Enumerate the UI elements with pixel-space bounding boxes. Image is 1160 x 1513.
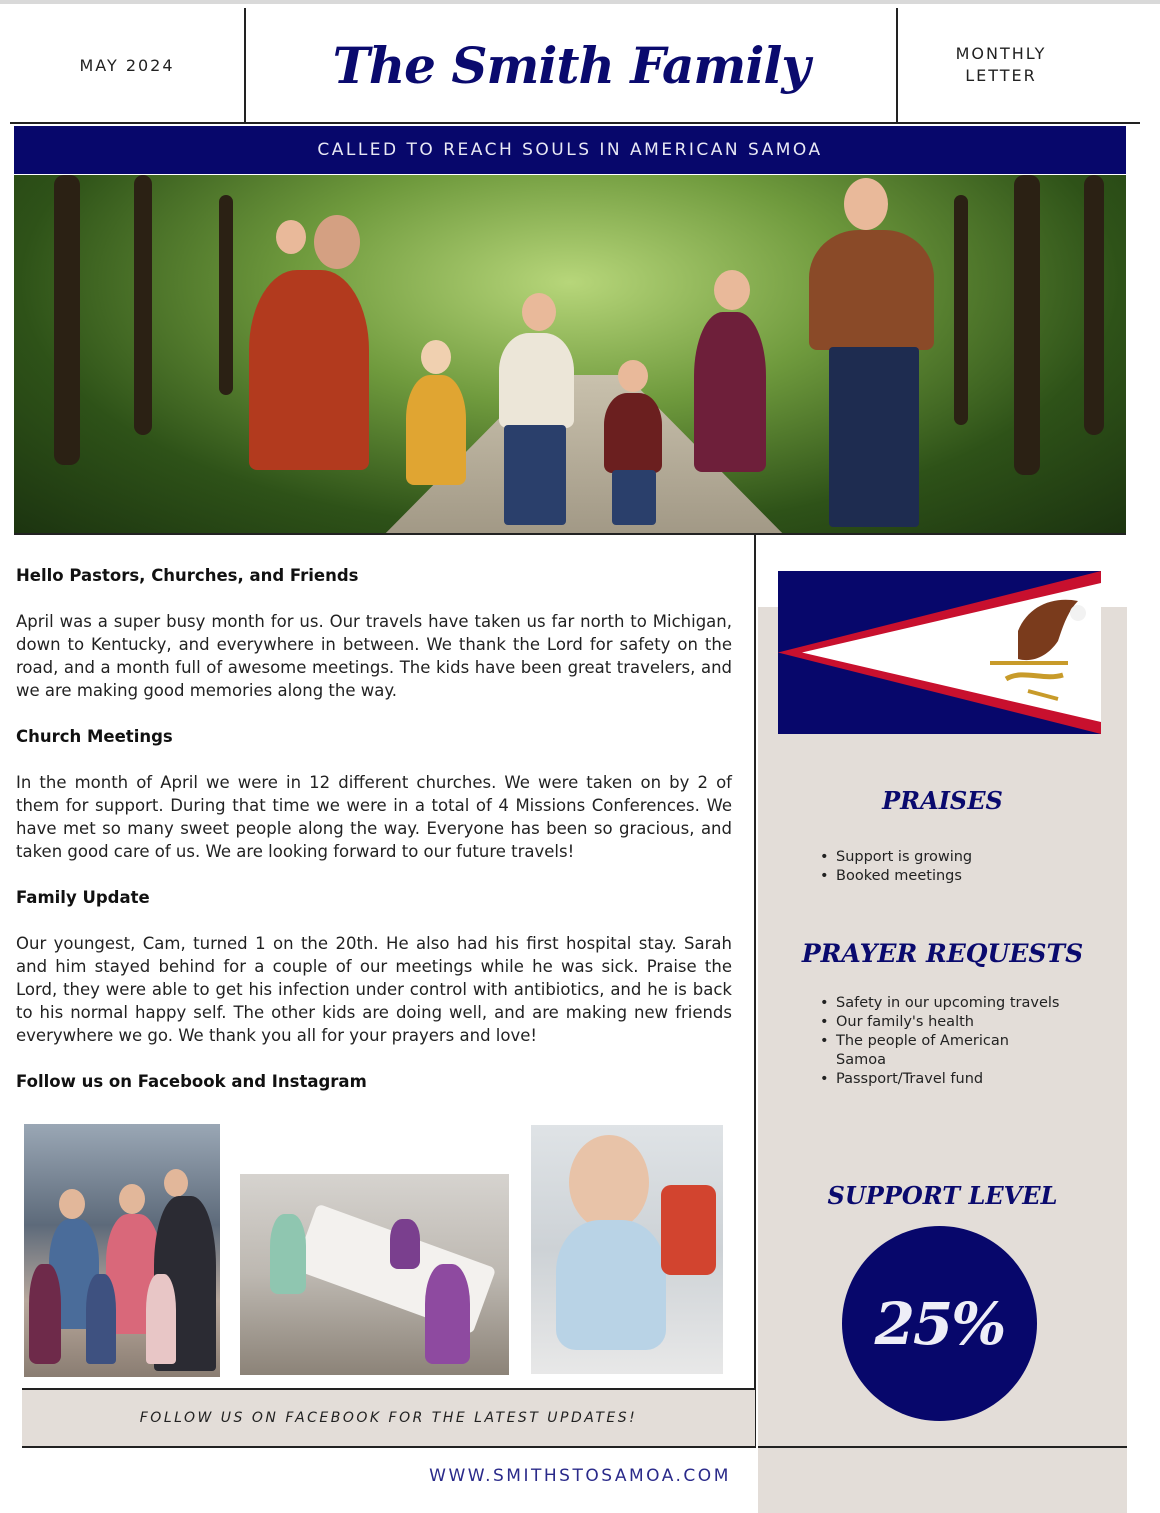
- letter-type: [898, 8, 1104, 122]
- photo-person: [276, 220, 306, 254]
- website-link[interactable]: WWW.SMITHSTOSAMOA.COM: [429, 1466, 731, 1486]
- gallery-photo-table: [240, 1174, 509, 1375]
- family-photo: [14, 175, 1126, 535]
- photo-person: [314, 215, 360, 269]
- photo-person: [406, 375, 466, 485]
- meetings-heading: Church Meetings: [16, 727, 173, 746]
- photo-person: [829, 347, 919, 527]
- photo-person: [249, 270, 369, 470]
- sidebar-bottom-divider: [758, 1446, 1127, 1448]
- photo-tree: [1084, 175, 1104, 435]
- photo-person: [504, 425, 566, 525]
- photo-person: [29, 1264, 61, 1364]
- intro-paragraph: April was a super busy month for us. Our travels have taken us far north to Michigan, down to Kentucky, and everywhere in between. We thank the Lord for safety on the road, and a month full of awesome meetings. The kids have been great travelers, and we are making good memories along the way.: [16, 612, 732, 700]
- support-level-badge: [842, 1226, 1037, 1421]
- family-paragraph: Our youngest, Cam, turned 1 on the 20th. He also had his first hospital stay. Sarah and him stayed behind for a couple of our meetings while he was sick. Praise the Lord, they were able to get his infection under control with antibiotics, and he is back to his normal happy self. The other kids are doing well, and are making new friends everywhere we go. We thank you all for your prayers and love!: [16, 934, 732, 1045]
- letter-body: [16, 564, 732, 1116]
- photo-person: [390, 1219, 420, 1269]
- issue-date: MAY 2024: [79, 55, 175, 75]
- photo-person: [425, 1264, 470, 1364]
- photo-tree: [1014, 175, 1040, 475]
- photo-person: [119, 1184, 145, 1214]
- prayer-requests-title: PRAYER REQUESTS: [801, 939, 1084, 968]
- photo-person: [164, 1169, 188, 1197]
- photo-person: [604, 393, 662, 473]
- support-level-title: SUPPORT LEVEL: [827, 1181, 1058, 1210]
- photo-person: [499, 333, 574, 428]
- gallery-photo-baby: [531, 1125, 723, 1374]
- photo-person: [556, 1220, 666, 1350]
- american-samoa-flag: [778, 571, 1101, 734]
- photo-tree: [219, 195, 233, 395]
- praises-title: PRAISES: [882, 786, 1003, 815]
- photo-tree: [134, 175, 152, 435]
- letter-type-line2: LETTER: [965, 66, 1037, 85]
- prayer-request-item: • The people of American Samoa: [820, 1032, 1020, 1070]
- prayer-request-item: • Our family's health: [820, 1013, 1080, 1032]
- photo-person: [844, 178, 888, 230]
- prayer-request-item: • Safety in our upcoming travels: [820, 994, 1080, 1013]
- prayer-requests-list: [820, 994, 1080, 1089]
- photo-person: [270, 1214, 306, 1294]
- title-box: [244, 8, 898, 122]
- photo-person: [146, 1274, 176, 1364]
- social-heading: Follow us on Facebook and Instagram: [16, 1072, 367, 1091]
- praise-item: • Support is growing: [820, 848, 1090, 867]
- greeting-heading: Hello Pastors, Churches, and Friends: [16, 566, 359, 585]
- praise-item: • Booked meetings: [820, 867, 1090, 886]
- photo-person: [522, 293, 556, 331]
- meetings-paragraph: In the month of April we were in 12 different churches. We were taken on by 2 of them for support. During that time we were in a total of 4 Missions Conferences. We have met so many sweet people along the way. Everyone has been so gracious, and taken good care of us. We are looking forward to our future travels!: [16, 773, 732, 861]
- photo-person: [809, 230, 934, 350]
- page-title: The Smith Family: [332, 35, 810, 95]
- prayer-request-item: • Passport/Travel fund: [820, 1070, 1080, 1089]
- gallery-photo-group: [24, 1124, 220, 1377]
- photo-tree: [954, 195, 968, 425]
- photo-toy: [661, 1185, 716, 1275]
- mission-banner: CALLED TO REACH SOULS IN AMERICAN SAMOA: [14, 126, 1126, 174]
- follow-strip: FOLLOW US ON FACEBOOK FOR THE LATEST UPDATES!: [22, 1388, 755, 1448]
- photo-person: [694, 312, 766, 472]
- family-heading: Family Update: [16, 888, 150, 907]
- photo-person: [569, 1135, 649, 1230]
- column-divider: [754, 535, 756, 1448]
- header-divider: [10, 122, 1140, 124]
- photo-person: [86, 1274, 116, 1364]
- photo-person: [421, 340, 451, 374]
- photo-person: [618, 360, 648, 392]
- support-level-value: 25%: [874, 1289, 1005, 1358]
- photo-person: [612, 470, 656, 525]
- photo-person: [714, 270, 750, 310]
- photo-person: [59, 1189, 85, 1219]
- letter-type-line1: MONTHLY: [955, 44, 1047, 63]
- photo-tree: [54, 175, 80, 465]
- praises-list: [820, 848, 1090, 886]
